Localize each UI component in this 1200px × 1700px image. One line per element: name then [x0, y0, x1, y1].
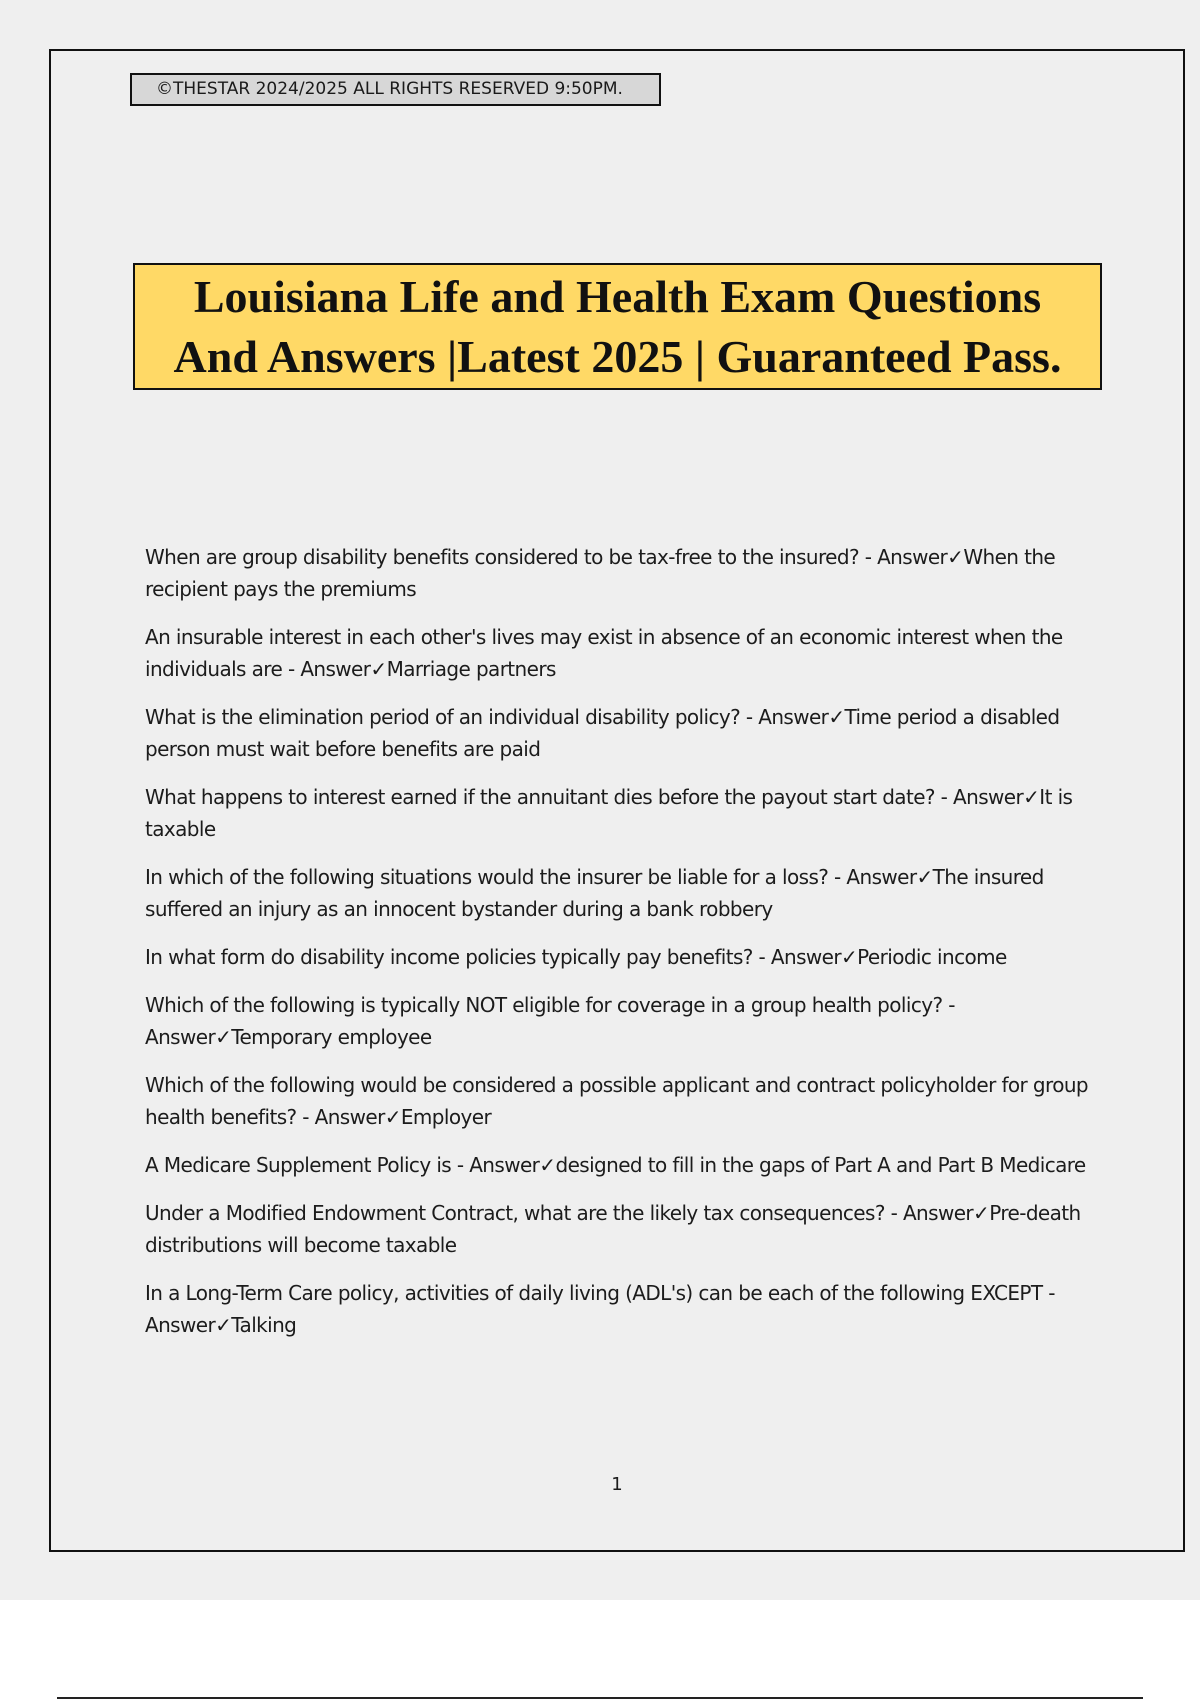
check-icon: ✓: [973, 1201, 990, 1225]
answer-text: Time period a disabled person must wait before benefits are paid: [145, 705, 1060, 761]
answer-text: Pre-death distributions will become taxable: [145, 1201, 1081, 1257]
qa-item: [145, 621, 1105, 685]
qa-item: [145, 701, 1105, 765]
footer-divider: [57, 1697, 1143, 1699]
question-text: Under a Modified Endowment Contract, what are the likely tax consequences? - Answer: [145, 1201, 974, 1225]
title-line-2: And Answers |Latest 2025 | Guaranteed Pass.: [173, 331, 1062, 382]
question-text: When are group disability benefits considered to be tax-free to the insured? - Answer: [145, 545, 948, 569]
qa-item: [145, 1149, 1105, 1181]
qa-item: [145, 1197, 1105, 1261]
question-text: What is the elimination period of an individual disability policy? - Answer: [145, 705, 829, 729]
check-icon: ✓: [828, 705, 845, 729]
check-icon: ✓: [947, 545, 964, 569]
check-icon: ✓: [370, 657, 387, 681]
question-text: A Medicare Supplement Policy is - Answer: [145, 1153, 540, 1177]
qa-item: [145, 1069, 1105, 1133]
check-icon: ✓: [841, 945, 858, 969]
answer-text: When the recipient pays the premiums: [145, 545, 1056, 601]
answer-text: designed to fill in the gaps of Part A and Part B Medicare: [555, 1153, 1086, 1177]
check-icon: ✓: [384, 1105, 401, 1129]
check-icon: ✓: [215, 1313, 232, 1337]
question-text: Which of the following would be considered a possible applicant and contract policyholder for group health benefits? - Answer: [145, 1073, 1089, 1129]
question-text: In which of the following situations would the insurer be liable for a loss? - Answer: [145, 865, 917, 889]
copyright-notice: ©THESTAR 2024/2025 ALL RIGHTS RESERVED 9:50PM.: [130, 73, 661, 106]
question-answer-list: [145, 541, 1105, 1357]
document-title: [133, 263, 1102, 390]
title-line-1: Louisiana Life and Health Exam Questions: [193, 271, 1042, 322]
answer-text: The insured suffered an injury as an innocent bystander during a bank robbery: [145, 865, 1044, 921]
question-text: Which of the following is typically NOT eligible for coverage in a group health policy? - Answer: [145, 993, 955, 1049]
check-icon: ✓: [916, 865, 933, 889]
page-number: 1: [611, 1474, 623, 1495]
qa-item: [145, 781, 1105, 845]
question-text: An insurable interest in each other's lives may exist in absence of an economic interest when the individuals are - Answer: [145, 625, 1063, 681]
question-text: In what form do disability income policies typically pay benefits? - Answer: [145, 945, 841, 969]
check-icon: ✓: [215, 1025, 232, 1049]
question-text: What happens to interest earned if the annuitant dies before the payout start date? - Answer: [145, 785, 1024, 809]
answer-text: Marriage partners: [386, 657, 556, 681]
answer-text: Periodic income: [857, 945, 1007, 969]
question-text: In a Long-Term Care policy, activities of daily living (ADL's) can be each of the following EXCEPT - Answer: [145, 1281, 1055, 1337]
qa-item: [145, 989, 1105, 1053]
answer-text: Talking: [231, 1313, 297, 1337]
qa-item: [145, 941, 1105, 973]
answer-text: Employer: [400, 1105, 492, 1129]
check-icon: ✓: [1023, 785, 1040, 809]
answer-text: Temporary employee: [231, 1025, 432, 1049]
qa-item: [145, 1277, 1105, 1341]
qa-item: [145, 861, 1105, 925]
answer-text: It is taxable: [145, 785, 1073, 841]
qa-item: [145, 541, 1105, 605]
check-icon: ✓: [539, 1153, 556, 1177]
